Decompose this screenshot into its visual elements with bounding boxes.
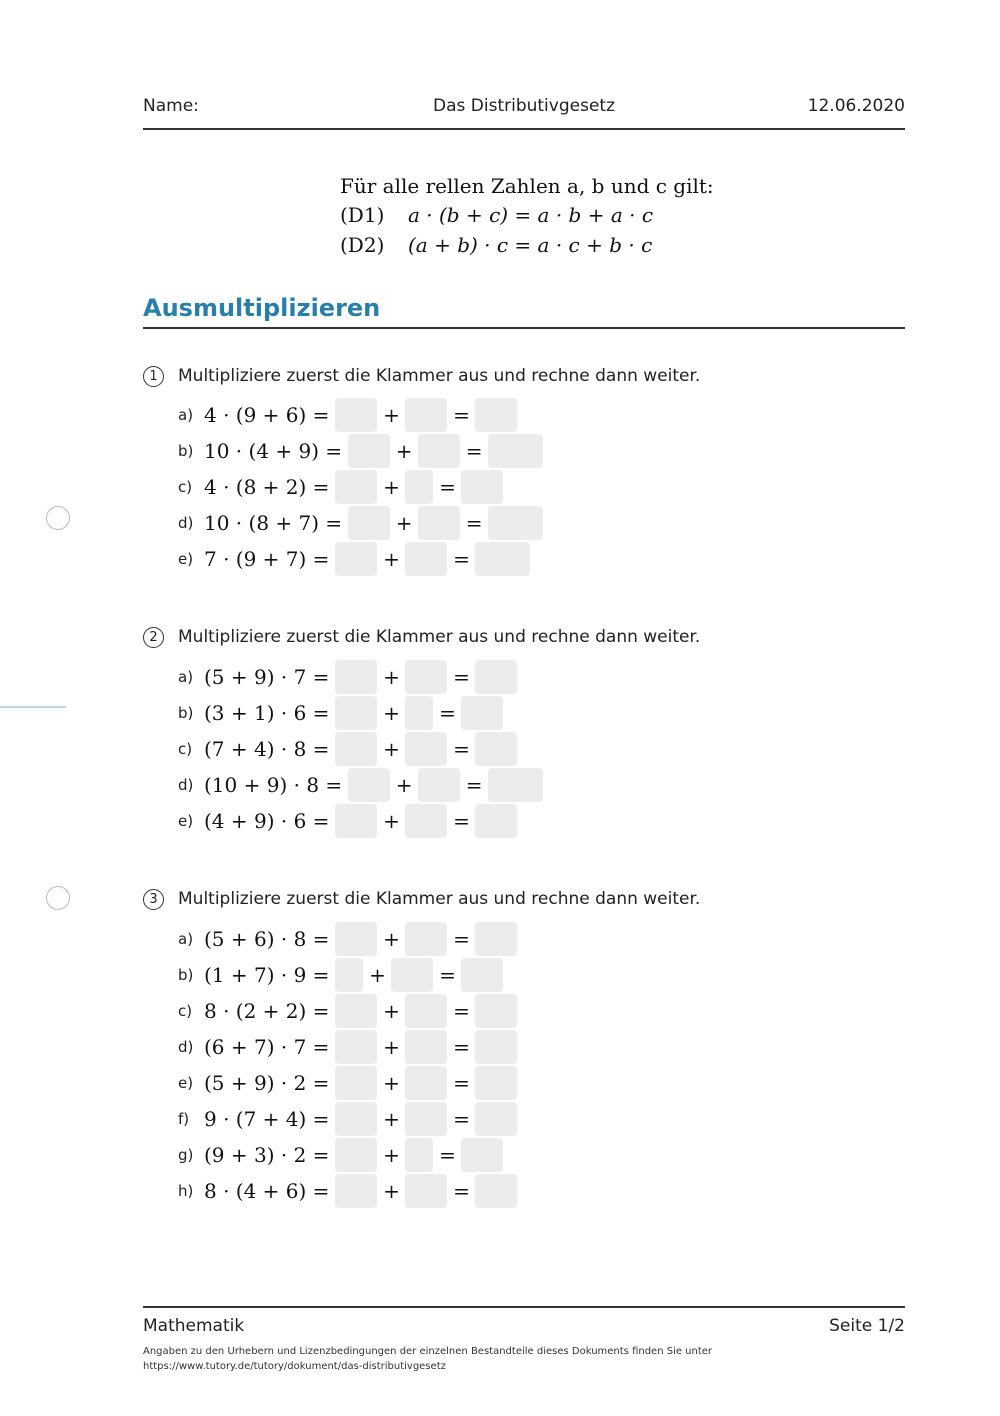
answer-box[interactable] — [488, 768, 543, 802]
answer-box[interactable] — [405, 696, 433, 730]
equals-sign: = — [453, 1107, 470, 1131]
plus-sign: + — [383, 665, 400, 689]
task-letter: d) — [178, 1038, 194, 1056]
answer-box[interactable] — [418, 434, 460, 468]
footer-subject: Mathematik — [143, 1316, 245, 1336]
plus-sign: + — [383, 737, 400, 761]
section-rule — [143, 327, 905, 329]
answer-box[interactable] — [461, 696, 503, 730]
answer-box[interactable] — [348, 506, 390, 540]
equals-sign: = — [465, 511, 483, 535]
task-row — [178, 434, 543, 468]
answer-box[interactable] — [405, 922, 447, 956]
equals-sign: = — [439, 475, 456, 499]
answer-box[interactable] — [418, 768, 460, 802]
task-row — [178, 1138, 503, 1172]
equals-sign: = — [453, 1071, 470, 1095]
answer-box[interactable] — [475, 660, 517, 694]
page-number: Seite 1/2 — [829, 1316, 905, 1336]
task-letter: b) — [178, 704, 194, 722]
equals-sign: = — [453, 809, 470, 833]
answer-box[interactable] — [348, 768, 390, 802]
exercise-instruction: Multipliziere zuerst die Klammer aus und rechne dann weiter. — [178, 366, 701, 386]
task-letter: d) — [178, 514, 194, 532]
task-expression: (5 + 9) · 2 = — [204, 1071, 330, 1095]
task-letter: g) — [178, 1146, 194, 1164]
answer-box[interactable] — [461, 1138, 503, 1172]
license-note-line: Angaben zu den Urhebern und Lizenzbedingungen der einzelnen Bestandteile dieses Dokuments finden Sie unter — [143, 1346, 713, 1357]
task-expression: 4 · (9 + 6) = — [204, 403, 330, 427]
task-letter: c) — [178, 1002, 193, 1020]
plus-sign: + — [395, 773, 413, 797]
answer-box[interactable] — [405, 470, 433, 504]
plus-sign: + — [383, 1179, 400, 1203]
task-letter: c) — [178, 740, 193, 758]
punch-hole-circle — [46, 506, 70, 530]
equals-sign: = — [453, 999, 470, 1023]
task-letter: d) — [178, 776, 194, 794]
answer-box[interactable] — [335, 732, 377, 766]
answer-box[interactable] — [335, 1138, 377, 1172]
task-expression: 4 · (8 + 2) = — [204, 475, 330, 499]
date: 12.06.2020 — [807, 96, 905, 116]
answer-box[interactable] — [405, 1174, 447, 1208]
answer-box[interactable] — [488, 434, 543, 468]
task-expression: (10 + 9) · 8 = — [204, 773, 343, 797]
task-letter: e) — [178, 550, 194, 568]
punch-hole-circle — [46, 886, 70, 910]
plus-sign: + — [383, 701, 400, 725]
equals-sign: = — [439, 701, 456, 725]
task-letter: b) — [178, 966, 194, 984]
fold-mark — [0, 706, 66, 708]
answer-box[interactable] — [405, 1030, 447, 1064]
answer-box[interactable] — [461, 470, 503, 504]
law-d2 — [340, 233, 652, 257]
task-row — [178, 1102, 517, 1136]
name-label: Name: — [143, 96, 199, 116]
answer-box[interactable] — [475, 732, 517, 766]
task-row — [178, 922, 517, 956]
plus-sign: + — [383, 547, 400, 571]
answer-box[interactable] — [335, 696, 377, 730]
task-letter: a) — [178, 406, 194, 424]
equals-sign: = — [453, 927, 470, 951]
task-row — [178, 1030, 517, 1064]
answer-box[interactable] — [405, 1066, 447, 1100]
exercise-instruction: Multipliziere zuerst die Klammer aus und rechne dann weiter. — [178, 889, 701, 909]
answer-box[interactable] — [335, 660, 377, 694]
answer-box[interactable] — [405, 1138, 433, 1172]
header-rule — [143, 128, 905, 130]
answer-box[interactable] — [488, 506, 543, 540]
answer-box[interactable] — [405, 660, 447, 694]
task-row — [178, 696, 503, 730]
task-expression: 10 · (4 + 9) = — [204, 439, 343, 463]
plus-sign: + — [383, 1107, 400, 1131]
answer-box[interactable] — [475, 398, 517, 432]
task-expression: (5 + 6) · 8 = — [204, 927, 330, 951]
equals-sign: = — [453, 665, 470, 689]
equals-sign: = — [465, 773, 483, 797]
answer-box[interactable] — [475, 1066, 517, 1100]
answer-box[interactable] — [405, 994, 447, 1028]
plus-sign: + — [395, 439, 413, 463]
answer-box[interactable] — [335, 1066, 377, 1100]
answer-box[interactable] — [475, 994, 517, 1028]
answer-box[interactable] — [475, 922, 517, 956]
equals-sign: = — [439, 1143, 456, 1167]
answer-box[interactable] — [475, 804, 517, 838]
task-row — [178, 994, 517, 1028]
equals-sign: = — [465, 439, 483, 463]
answer-box[interactable] — [335, 1102, 377, 1136]
task-expression: (5 + 9) · 7 = — [204, 665, 330, 689]
task-row — [178, 398, 517, 432]
answer-box[interactable] — [335, 1174, 377, 1208]
page-title: Das Distributivgesetz — [433, 96, 615, 116]
task-row — [178, 470, 503, 504]
plus-sign: + — [383, 809, 400, 833]
exercise-number: 1 — [143, 366, 164, 387]
exercise-number: 2 — [143, 627, 164, 648]
exercise-number: 3 — [143, 889, 164, 910]
answer-box[interactable] — [335, 1030, 377, 1064]
task-expression: 8 · (2 + 2) = — [204, 999, 330, 1023]
task-letter: e) — [178, 1074, 194, 1092]
task-letter: h) — [178, 1182, 194, 1200]
answer-box[interactable] — [405, 542, 447, 576]
task-expression: 7 · (9 + 7) = — [204, 547, 330, 571]
equals-sign: = — [453, 737, 470, 761]
task-expression: 9 · (7 + 4) = — [204, 1107, 330, 1131]
task-row — [178, 958, 503, 992]
task-letter: c) — [178, 478, 193, 496]
law-d1 — [340, 203, 653, 227]
task-letter: e) — [178, 812, 194, 830]
answer-box[interactable] — [335, 922, 377, 956]
answer-box[interactable] — [475, 1030, 517, 1064]
answer-box[interactable] — [335, 542, 377, 576]
answer-box[interactable] — [461, 958, 503, 992]
equals-sign: = — [453, 1035, 470, 1059]
answer-box[interactable] — [418, 506, 460, 540]
section-title: Ausmultiplizieren — [143, 294, 381, 322]
equals-sign: = — [439, 963, 456, 987]
equals-sign: = — [453, 1179, 470, 1203]
plus-sign: + — [383, 1071, 400, 1095]
equals-sign: = — [453, 547, 470, 571]
answer-box[interactable] — [475, 1174, 517, 1208]
answer-box[interactable] — [335, 804, 377, 838]
answer-box[interactable] — [475, 542, 530, 576]
answer-box[interactable] — [405, 1102, 447, 1136]
laws-intro: Für alle rellen Zahlen a, b und c gilt: — [340, 174, 714, 198]
task-letter: f) — [178, 1110, 190, 1128]
task-row — [178, 506, 543, 540]
task-expression: (4 + 9) · 6 = — [204, 809, 330, 833]
task-row — [178, 768, 543, 802]
plus-sign: + — [369, 963, 386, 987]
task-expression: 8 · (4 + 6) = — [204, 1179, 330, 1203]
footer-rule — [143, 1306, 905, 1308]
plus-sign: + — [383, 475, 400, 499]
answer-box[interactable] — [391, 958, 433, 992]
task-expression: 10 · (8 + 7) = — [204, 511, 343, 535]
plus-sign: + — [383, 403, 400, 427]
task-expression: (9 + 3) · 2 = — [204, 1143, 330, 1167]
task-letter: a) — [178, 668, 194, 686]
answer-box[interactable] — [405, 732, 447, 766]
task-letter: a) — [178, 930, 194, 948]
plus-sign: + — [383, 999, 400, 1023]
law-d2-label: (D2) — [340, 233, 385, 257]
task-expression: (1 + 7) · 9 = — [204, 963, 330, 987]
license-url[interactable]: https://www.tutory.de/tutory/dokument/das-distributivgesetz — [143, 1361, 446, 1372]
task-row — [178, 660, 517, 694]
plus-sign: + — [383, 1035, 400, 1059]
plus-sign: + — [383, 927, 400, 951]
answer-box[interactable] — [335, 958, 363, 992]
task-expression: (3 + 1) · 6 = — [204, 701, 330, 725]
answer-box[interactable] — [335, 470, 377, 504]
answer-box[interactable] — [405, 398, 447, 432]
answer-box[interactable] — [475, 1102, 517, 1136]
task-expression: (7 + 4) · 8 = — [204, 737, 330, 761]
task-row — [178, 804, 517, 838]
license-note — [143, 1344, 712, 1374]
answer-box[interactable] — [335, 398, 377, 432]
law-d2-formula: (a + b) · c = a · c + b · c — [408, 233, 653, 257]
task-letter: b) — [178, 442, 194, 460]
answer-box[interactable] — [335, 994, 377, 1028]
equals-sign: = — [453, 403, 470, 427]
task-row — [178, 1066, 517, 1100]
law-d1-formula: a · (b + c) = a · b + a · c — [408, 203, 654, 227]
answer-box[interactable] — [405, 804, 447, 838]
plus-sign: + — [395, 511, 413, 535]
plus-sign: + — [383, 1143, 400, 1167]
task-row — [178, 542, 530, 576]
exercise-instruction: Multipliziere zuerst die Klammer aus und rechne dann weiter. — [178, 627, 701, 647]
task-row — [178, 1174, 517, 1208]
law-d1-label: (D1) — [340, 203, 385, 227]
answer-box[interactable] — [348, 434, 390, 468]
task-expression: (6 + 7) · 7 = — [204, 1035, 330, 1059]
task-row — [178, 732, 517, 766]
